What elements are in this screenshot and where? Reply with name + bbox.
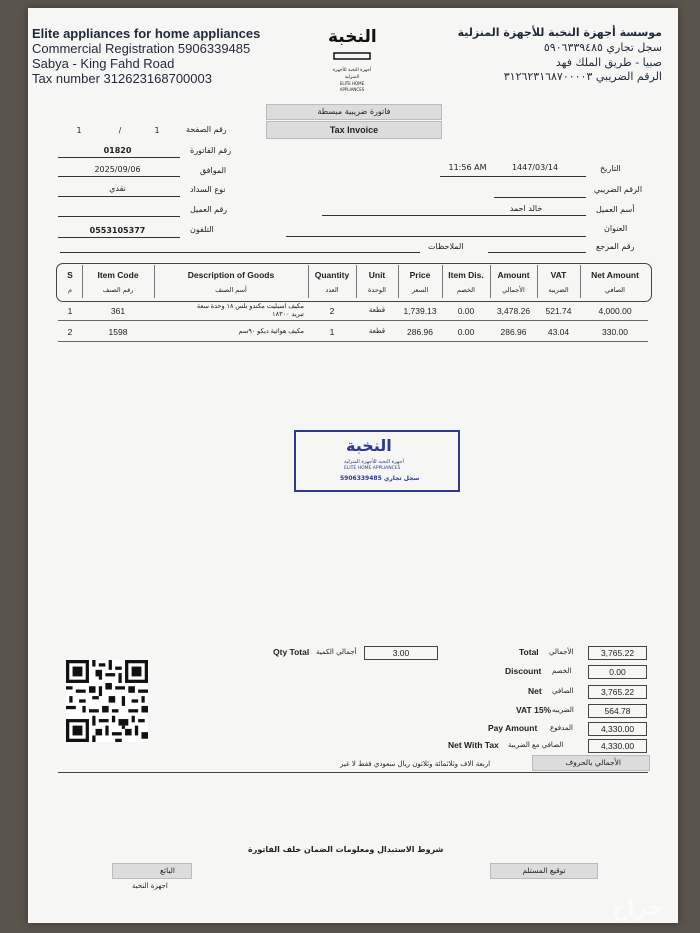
th-item-code-ar: رقم الصنف [102, 286, 134, 294]
th-s: S [67, 270, 73, 280]
page-current: 1 [76, 126, 82, 135]
net-value: 3,765.22 [588, 685, 647, 699]
address-label: العنوان [604, 224, 628, 233]
row-qty: 1 [329, 327, 335, 337]
row-code: 361 [110, 306, 126, 316]
th-net-amount-ar: الصافي [605, 286, 625, 294]
th-vat: VAT [550, 270, 567, 280]
qr-code-icon [66, 660, 148, 742]
gregorian-date-line [58, 176, 180, 177]
th-item-code: Item Code [97, 270, 139, 280]
stamp-cr: 5906339485 سجل تجاري [340, 475, 420, 482]
corresponds-label: الموافق [200, 166, 227, 175]
phone-value: 0553105377 [89, 226, 146, 235]
invoice-number: 01820 [103, 146, 132, 155]
row-code: 1598 [108, 327, 128, 337]
customer-name-label: أسم العميل [596, 205, 635, 214]
discount-label-ar: الخصم [552, 667, 572, 675]
row-s: 2 [67, 327, 73, 337]
commercial-registration-en: Commercial Registration 5906339485 [32, 41, 251, 56]
th-price-ar: السعر [411, 286, 429, 294]
total-value: 3,765.22 [588, 646, 647, 660]
net-label: Net [528, 686, 542, 696]
discount-value: 0.00 [588, 665, 647, 679]
phone-label: التلفون [190, 225, 214, 234]
hijri-date: 1447/03/14 [511, 163, 559, 172]
seller-box [112, 863, 192, 879]
in-words-label-box [532, 755, 650, 771]
tax-number-en: Tax number 312623168700003 [32, 71, 212, 86]
net-with-tax-label-ar: الصافي مع الضريبة [508, 741, 564, 749]
row-unit: قطعة [368, 328, 386, 335]
title-ar-box [266, 104, 442, 120]
row-net: 330.00 [602, 327, 628, 337]
row-desc-line2: تبريد ١٨٣٠٠ [272, 311, 304, 318]
date-label: التاريخ [600, 164, 621, 173]
row-desc-line1: مكيف اسبليت مكندو بلس ١٨ وحدة سعة [196, 303, 304, 310]
company-name-en: Elite appliances for home appliances [32, 26, 261, 41]
page-sep: / [118, 126, 122, 135]
tax-number-ar: الرقم الضريبي ٣١٢٦٢٣١٦٨٧٠٠٠٠٣ [503, 70, 662, 83]
th-amount-ar: الأجمالي [502, 286, 525, 294]
gregorian-date: 2025/09/06 [94, 165, 141, 174]
customer-name-line [322, 215, 586, 216]
row-qty: 2 [329, 306, 335, 316]
pay-amount-value: 4,330.00 [588, 722, 647, 736]
items-table-header [56, 263, 652, 302]
amount-in-words: اربعة الاف وثلاثمائة وثلاثون ريال سعودي فقط لا غير [340, 760, 491, 768]
row-amount: 286.96 [500, 327, 527, 337]
total-label-ar: الأجمالي [549, 648, 574, 656]
net-with-tax-value: 4,330.00 [588, 739, 647, 753]
receiver-signature-box [490, 863, 598, 879]
row-amount: 3,478.26 [496, 306, 531, 316]
qty-total-value: 3.00 [364, 646, 438, 660]
ref-label: رقم المرجع [596, 242, 635, 251]
company-stamp [294, 430, 460, 492]
total-label: Total [519, 647, 539, 657]
th-description: Description of Goods [187, 270, 275, 280]
address-ar: صبيا - طريق الملك فهد [555, 56, 662, 69]
vat-value: 564.78 [588, 704, 647, 718]
logo-text: النخبة [328, 27, 377, 47]
row-vat: 521.74 [545, 306, 572, 316]
phone-line [58, 237, 180, 238]
row-price: 286.96 [407, 327, 433, 337]
title-en-box [266, 121, 442, 139]
haraj-watermark: حراج [611, 896, 664, 921]
th-quantity: Quantity [314, 270, 350, 280]
notes-line [60, 252, 420, 253]
commercial-registration-ar: سجل تجاري ٥٩٠٦٣٣٩٤٨٥ [543, 41, 662, 54]
tax-no-label: الرقم الضريبي [594, 185, 643, 194]
in-words-label: الأجمالي بالحروف [565, 758, 621, 767]
th-item-dis: Item Dis. [448, 270, 484, 280]
logo-sub-ar: أجهزة النخبة للأجهزة المنزلية [332, 68, 372, 80]
row-vat: 43.04 [547, 327, 570, 337]
invoice-number-line [58, 157, 180, 158]
title-en: Tax Invoice [329, 125, 379, 135]
stamp-logo-text: النخبة [346, 436, 392, 455]
ref-line [488, 252, 586, 253]
row-net: 4,000.00 [598, 306, 632, 316]
th-item-dis-ar: الخصم [457, 286, 475, 294]
seller-name: اجهزة النخبة [132, 882, 168, 890]
th-s-ar: م [67, 286, 73, 294]
words-top-line [58, 772, 648, 773]
net-label-ar: الصافي [552, 687, 574, 695]
th-price: Price [409, 270, 431, 280]
stamp-line1: أجهزة النخبة للأجهزة المنزلية [344, 459, 404, 465]
address-line [286, 236, 586, 237]
page-label: رقم الصفحة [186, 125, 227, 134]
th-vat-ar: الضريبه [548, 286, 569, 294]
qty-total-label-ar: أجمالي الكمية [316, 648, 357, 656]
row-s: 1 [67, 306, 73, 316]
stamp-line2: ELITE HOME APPLIANCES [344, 466, 401, 471]
tax-no-line [494, 197, 586, 198]
company-logo [328, 26, 377, 92]
th-unit-ar: الوحدة [368, 286, 386, 294]
customer-number-line [58, 216, 180, 217]
customer-name: خالد احمد [509, 204, 543, 213]
payment-label: نوع السداد [190, 185, 226, 194]
logo-mark-icon [332, 51, 372, 63]
notes-label: الملاحظات [428, 242, 464, 251]
customer-number-label: رقم العميل [190, 205, 228, 214]
th-quantity-ar: العدد [325, 286, 339, 294]
payment-type: نقدي [109, 184, 126, 193]
company-name-ar: موسسة أجهزة النخبة للأجهزة المنزلية [457, 26, 662, 39]
th-description-ar: أسم الصنف [215, 286, 247, 294]
row-divider [58, 341, 648, 342]
th-amount: Amount [497, 270, 530, 280]
payment-type-line [58, 196, 180, 197]
discount-label: Discount [505, 666, 542, 676]
pay-amount-label-ar: المدفوع [550, 724, 573, 732]
logo-sub-en: ELITE HOME APPLIANCES [339, 81, 365, 92]
row-dis: 0.00 [457, 327, 475, 337]
th-net-amount: Net Amount [591, 270, 639, 280]
terms-text: شروط الاستبدال ومعلومات الضمان خلف الفاتورة [248, 845, 444, 854]
receiver-signature-label: توقيع المستلم [522, 866, 566, 875]
title-ar: فاتورة ضريبية مبسطة [317, 107, 391, 116]
seller-label: البائع [160, 866, 175, 875]
th-unit: Unit [368, 270, 386, 280]
vat-label-ar: الضريبه [552, 706, 574, 714]
address-en: Sabya - King Fahd Road [32, 56, 175, 71]
pay-amount-label: Pay Amount [488, 723, 538, 733]
row-dis: 0.00 [457, 306, 475, 316]
date-line [440, 176, 586, 177]
net-with-tax-label: Net With Tax [448, 740, 499, 750]
row-divider [58, 320, 648, 321]
page-total: 1 [154, 126, 160, 135]
vat-label: VAT 15% [516, 705, 552, 715]
qty-total-label: Qty Total [273, 647, 310, 657]
invoice-label: رقم الفاتورة [190, 146, 232, 155]
row-desc-line1: مكيف هوائية ديكو ٩٠سم [238, 328, 304, 335]
row-unit: قطعة [368, 307, 386, 314]
invoice-time: 11:56 AM [448, 163, 487, 172]
row-price: 1,739.13 [403, 306, 437, 316]
